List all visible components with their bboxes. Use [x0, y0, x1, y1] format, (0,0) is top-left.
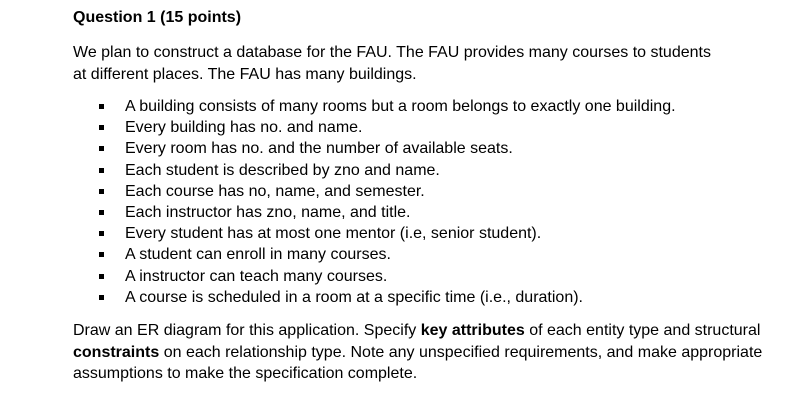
list-item: [73, 244, 793, 265]
bullet-square-icon: [99, 168, 104, 173]
requirement-text: A course is scheduled in a room at a specific time (i.e., duration).: [125, 288, 583, 306]
requirement-text: Each instructor has zno, name, and title.: [125, 204, 411, 222]
list-item: [73, 266, 793, 287]
bullet-square-icon: [99, 252, 104, 257]
instructions-text-1: Draw an ER diagram for this application. Specify: [73, 322, 421, 340]
instructions-emphasis-key-attributes: key attributes: [420, 322, 525, 340]
requirement-text: A student can enroll in many courses.: [125, 246, 391, 264]
bullet-square-icon: [99, 104, 104, 109]
list-item: [73, 138, 793, 159]
bullet-square-icon: [99, 146, 104, 151]
requirement-text: Every student has at most one mentor (i.e, senior student).: [125, 225, 542, 243]
requirement-text: A building consists of many rooms but a room belongs to exactly one building.: [125, 98, 676, 115]
instructions-text-3: on each relationship type. Note any unspecified requirements, and make appropriate assumptions to make the specification complete.: [73, 343, 763, 383]
question-document: [73, 8, 793, 385]
instructions-emphasis-constraints: constraints: [73, 343, 160, 361]
list-item: [73, 96, 793, 117]
requirement-text: Each student is described by zno and name.: [125, 161, 440, 179]
question-intro: [73, 42, 793, 86]
question-title: Question 1 (15 points): [73, 9, 242, 26]
requirement-text: Every building has no. and name.: [125, 119, 363, 137]
requirement-text: Every room has no. and the number of available seats.: [125, 140, 513, 158]
list-item: [73, 223, 793, 244]
list-item: [73, 160, 793, 181]
bullet-square-icon: [99, 210, 104, 215]
requirement-text: Each course has no, name, and semester.: [125, 182, 425, 200]
bullet-square-icon: [99, 231, 104, 236]
intro-line-1: We plan to construct a database for the FAU. The FAU provides many courses to students: [73, 44, 711, 61]
list-item: [73, 202, 793, 223]
list-item: [73, 117, 793, 138]
list-item: [73, 181, 793, 202]
requirements-list: [73, 96, 793, 308]
list-item: [73, 287, 793, 308]
instructions-text-2: of each entity type and structural: [524, 322, 761, 340]
bullet-square-icon: [99, 125, 104, 130]
question-instructions: [73, 320, 793, 385]
bullet-square-icon: [99, 274, 104, 279]
requirement-text: A instructor can teach many courses.: [125, 267, 388, 285]
bullet-square-icon: [99, 189, 104, 194]
bullet-square-icon: [99, 295, 104, 300]
intro-line-2: at different places. The FAU has many buildings.: [73, 66, 417, 83]
